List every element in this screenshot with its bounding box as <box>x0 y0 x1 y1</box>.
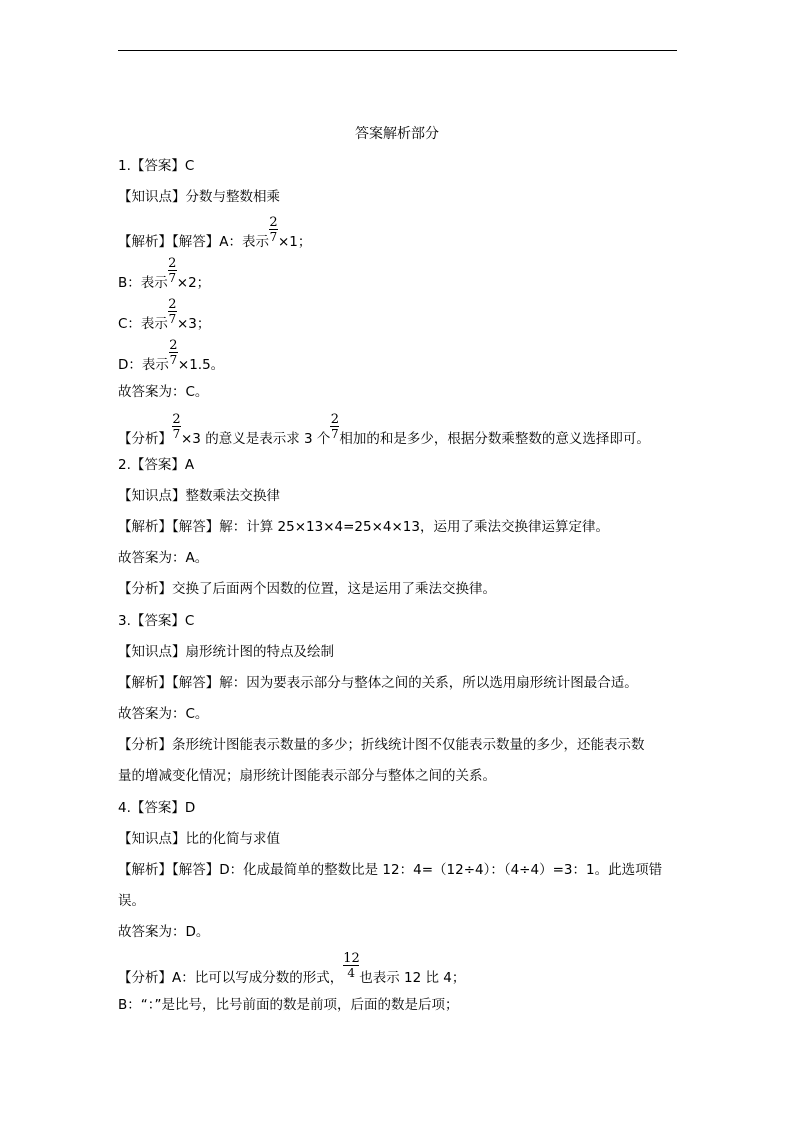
q1-option-b <box>118 256 211 292</box>
q4-fenxi-prefix: 【分析】A：比可以写成分数的形式， <box>118 970 344 986</box>
q1-option-d <box>118 338 225 374</box>
q2-conclusion: 故答案为：A。 <box>118 550 209 566</box>
fraction <box>168 256 177 292</box>
q2-knowledge: 【知识点】整数乘法交换律 <box>118 488 280 504</box>
fraction-denominator: 7 <box>269 230 278 244</box>
page-title: 答案解析部分 <box>355 126 439 142</box>
fraction-numerator: 2 <box>172 412 181 427</box>
q4-conclusion: 故答案为：D。 <box>118 924 210 940</box>
q4-answer: 4.【答案】D <box>118 800 196 816</box>
q1-analysis-a <box>118 215 312 251</box>
q1-fenxi-mid: ×3 的意义是表示求 3 个 <box>181 431 331 447</box>
fraction <box>168 297 177 333</box>
q4-analysis-line2: 误。 <box>118 893 145 909</box>
q1-b-suffix: ×2； <box>176 275 211 291</box>
fraction-denominator: 7 <box>168 271 177 285</box>
q3-analysis: 【解析】【解答】解：因为要表示部分与整体之间的关系，所以选用扇形统计图最合适。 <box>118 675 638 691</box>
q3-answer: 3.【答案】C <box>118 613 195 629</box>
q1-fenxi <box>118 412 650 448</box>
q1-c-prefix: C：表示 <box>118 316 168 332</box>
fraction-numerator: 12 <box>343 951 360 966</box>
q3-fenxi-line1: 【分析】条形统计图能表示数量的多少；折线统计图不仅能表示数量的多少，还能表示数 <box>118 737 645 753</box>
q1-fenxi-prefix: 【分析】 <box>118 431 172 447</box>
fraction-numerator: 2 <box>269 215 278 230</box>
q1-knowledge: 【知识点】分数与整数相乘 <box>118 189 280 205</box>
q1-a-suffix: ×1； <box>278 234 312 250</box>
fraction <box>330 412 340 448</box>
q4-fenxi-b: B：“：”是比号，比号前面的数是前项，后面的数是后项； <box>118 997 459 1013</box>
q3-conclusion: 故答案为：C。 <box>118 706 209 722</box>
q2-analysis: 【解析】【解答】解：计算 25×13×4=25×4×13，运用了乘法交换律运算定律。 <box>118 519 609 535</box>
q2-answer: 2.【答案】A <box>118 457 195 473</box>
q1-d-suffix: ×1.5。 <box>177 357 225 373</box>
q1-conclusion: 故答案为：C。 <box>118 384 209 400</box>
q1-answer: 1.【答案】C <box>118 158 195 174</box>
fraction-denominator: 7 <box>169 353 178 367</box>
q1-fenxi-suffix: 相加的和是多少，根据分数乘整数的意义选择即可。 <box>339 431 650 447</box>
q3-knowledge: 【知识点】扇形统计图的特点及绘制 <box>118 644 334 660</box>
q4-analysis-line1: 【解析】【解答】D：化成最简单的整数比是 12：4=（12÷4）：（4÷4）=3：1。此选项错 <box>118 862 663 878</box>
q1-option-c <box>118 297 211 333</box>
fraction <box>172 412 181 448</box>
q1-c-suffix: ×3； <box>176 316 211 332</box>
q1-b-prefix: B：表示 <box>118 275 168 291</box>
fraction <box>343 951 360 987</box>
q3-fenxi-line2: 量的增减变化情况；扇形统计图能表示部分与整体之间的关系。 <box>118 768 496 784</box>
fraction <box>269 215 278 251</box>
q2-fenxi: 【分析】交换了后面两个因数的位置，这是运用了乘法交换律。 <box>118 581 496 597</box>
q4-knowledge: 【知识点】比的化简与求值 <box>118 831 280 847</box>
fraction-denominator: 7 <box>168 312 177 326</box>
fraction-numerator: 2 <box>169 338 178 353</box>
fraction-numerator: 2 <box>168 297 177 312</box>
fraction-denominator: 4 <box>343 965 359 980</box>
header-rule <box>118 50 677 51</box>
fraction-denominator: 7 <box>172 427 181 441</box>
q4-fenxi-suffix: 也表示 12 比 4； <box>359 970 466 986</box>
q1-d-prefix: D：表示 <box>118 357 169 373</box>
fraction <box>169 338 178 374</box>
fraction-denominator: 7 <box>331 427 339 441</box>
q4-fenxi-a <box>118 951 466 987</box>
q1-analysis-prefix: 【解析】【解答】A：表示 <box>118 234 269 250</box>
fraction-numerator: 2 <box>168 256 177 271</box>
fraction-numerator: 2 <box>330 412 340 427</box>
